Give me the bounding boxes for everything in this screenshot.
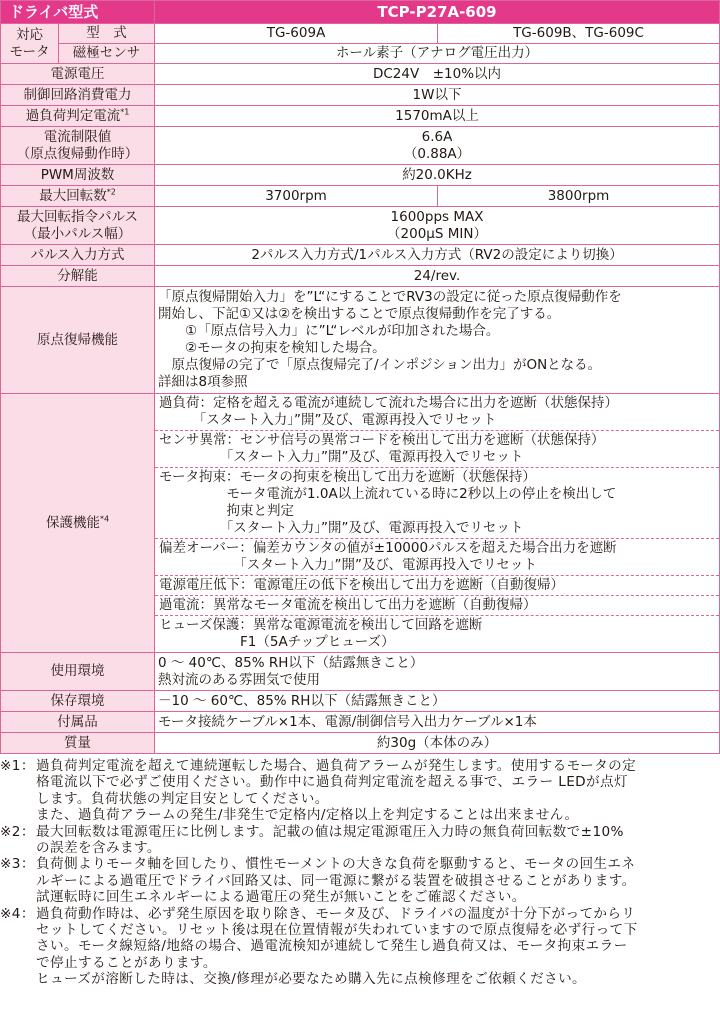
- overload-label: 過負荷判定電流$^{*1}$: [1, 106, 155, 127]
- sensor-value: ホール素子（アナログ電圧出力）: [155, 44, 720, 64]
- homing-line: ②モータの拘束を検知した場合。: [158, 340, 386, 356]
- resolution-label: 分解能: [1, 266, 155, 287]
- protection-item-undervoltage: 電源電圧低下：電源電圧の低下を検出して出力を遮断（自動復帰）: [155, 576, 719, 596]
- homing-line: 「原点復帰開始入力」を”L“にすることでRV3の設定に従った原点復帰動作を: [158, 289, 622, 305]
- driver-model-value: TCP-P27A-609: [155, 1, 720, 24]
- footnotes: [0, 758, 720, 988]
- protection-item-sensor: センサ異常：センサ信号の異常コードを検出して出力を遮断（状態保持） 「スタート入力」”開”及び、電源再投入でリセット: [155, 431, 719, 468]
- sensor-label: 磁極センサ: [59, 44, 155, 64]
- motor-type-b: TG-609B、TG-609C: [438, 24, 720, 44]
- homing-description: [155, 287, 720, 394]
- pulse-input-label: パルス入力方式: [1, 245, 155, 266]
- homing-line: ①「原点信号入力」に”L“レベルが印加された場合。: [158, 323, 500, 339]
- footnote-3: ※3： 負荷側よりモータ軸を回したり、慣性モーメントの大きな負荷を駆動すると、モータの回生エネ ルギーによる過電圧でドライバ回路又は、同一電源に繋がる装置を破損させることがあります。 試運転時に回生エネルギーによる過電圧の発生が無いことをご確認ください。: [0, 856, 636, 906]
- driver-model-label: ドライバ型式: [1, 1, 155, 24]
- accessories-label: 付属品: [1, 712, 155, 733]
- protection-item-fuse: ヒューズ保護：異常な電源電流を検出して回路を遮断 F1（5Aチップヒューズ）: [159, 617, 483, 650]
- max-rpm-label: 最大回転数$^{*2}$: [1, 186, 155, 207]
- mass-label: 質量: [1, 733, 155, 754]
- power-label: 電源電圧: [1, 64, 155, 85]
- motor-type-a: TG-609A: [155, 24, 438, 44]
- homing-line: 原点復帰の完了で「原点復帰完了/インポジション出力」がONとなる。: [158, 357, 602, 373]
- footnote-4: ※4： 過負荷動作時は、必ず発生原因を取り除き、モータ及び、ドライバの温度が十分下がってからリ セットしてください。リセット後は現在位置情報が失われていますので原点復帰を必ず行って下 さい。モータ線短絡/地絡の場合、過電流検知が連続して発生し過負荷又は、モータ拘束エラー で停止することがあります。 ヒューズが溶断した時は、交換/修理が必要なため購入先に点検修理をご依頼ください。: [0, 905, 638, 988]
- protection-label: 保護機能$^{*4}$: [1, 394, 155, 653]
- pwm-label: PWM周波数: [1, 165, 155, 186]
- max-rpm-a: 3700rpm: [155, 186, 438, 207]
- footnote-2: ※2： 最大回転数は電源電圧に比例します。記載の値は規定電源電圧入力時の無負荷回転数で±10% の誤差を含みます。: [0, 823, 624, 857]
- footnote-1: ※1： 過負荷判定電流を超えて連続運転した場合、過負荷アラームが発生します。使用するモータの定 格電流以下で必ずご使用ください。動作中に過負荷判定電流を超える事で、エラー LEDが点灯 します。負荷状態の判定目安としてください。 また、過負荷アラームの発生/非発生で定格内/定格以上を判定することは出来ません。: [0, 758, 637, 824]
- note-ref-2: *2: [106, 187, 116, 196]
- storage-env-label: 保存環境: [1, 691, 155, 712]
- storage-env-value: －10 ～ 60℃、85% RH以下（結露無きこと）: [155, 691, 720, 712]
- protection-list: [155, 394, 720, 653]
- protection-item-overload: 過負荷：定格を超える電流が連続して流れた場合に出力を遮断（状態保持） 「スタート入力」”開”及び、電源再投入でリセット: [155, 394, 719, 431]
- protection-item-overcurrent: 過電流：異常なモータ電流を検出して出力を遮断（自動復帰）: [155, 596, 719, 616]
- overload-value: 1570mA以上: [155, 106, 720, 127]
- homing-line: 開始し、下記①又は②を検出することで原点復帰動作を完了する。: [158, 306, 561, 322]
- homing-label: 原点復帰機能: [1, 287, 155, 394]
- motor-type-label: 型 式: [59, 24, 155, 44]
- mass-value: 約30g（本体のみ）: [155, 733, 720, 754]
- note-ref-1: *1: [120, 107, 130, 116]
- current-limit-value: 6.6A （0.88A）: [155, 127, 720, 165]
- motor-group-label: 対応 モータ: [1, 24, 59, 64]
- pulse-input-value: 2パルス入力方式/1パルス入力方式（RV2の設定により切換）: [155, 245, 720, 266]
- homing-line: 詳細は8項参照: [158, 374, 248, 390]
- use-env-value: 0 ～ 40℃、85% RH以下（結露無きこと） 熱対流のある雰囲気で使用: [155, 653, 720, 691]
- pwm-value: 約20.0KHz: [155, 165, 720, 186]
- power-value: DC24V ±10%以内: [155, 64, 720, 85]
- note-ref-4: *4: [99, 514, 110, 523]
- use-env-label: 使用環境: [1, 653, 155, 691]
- resolution-value: 24/rev.: [155, 266, 720, 287]
- protection-item-deviation: 偏差オーバー：偏差カウンタの値が±10000パルスを超えた場合出力を遮断 「スタート入力」”開”及び、電源再投入でリセット: [155, 539, 719, 576]
- max-pulse-label: 最大回転指令パルス （最小パルス幅）: [1, 207, 155, 245]
- consumption-label: 制御回路消費電力: [1, 85, 155, 106]
- consumption-value: 1W以下: [155, 85, 720, 106]
- max-pulse-value: 1600pps MAX （200μS MIN）: [155, 207, 720, 245]
- protection-item-lock: モータ拘束：モータの拘束を検出して出力を遮断（状態保持） モータ電流が1.0A以上流れている時に2秒以上の停止を検出して 拘束と判定 「スタート入力」”開”及び、電源再投入でリセット: [155, 468, 719, 539]
- current-limit-label: 電流制限値 （原点復帰動作時）: [1, 127, 155, 165]
- max-rpm-b: 3800rpm: [438, 186, 720, 207]
- accessories-value: モータ接続ケーブル×1本、電源/制御信号入出力ケーブル×1本: [155, 712, 720, 733]
